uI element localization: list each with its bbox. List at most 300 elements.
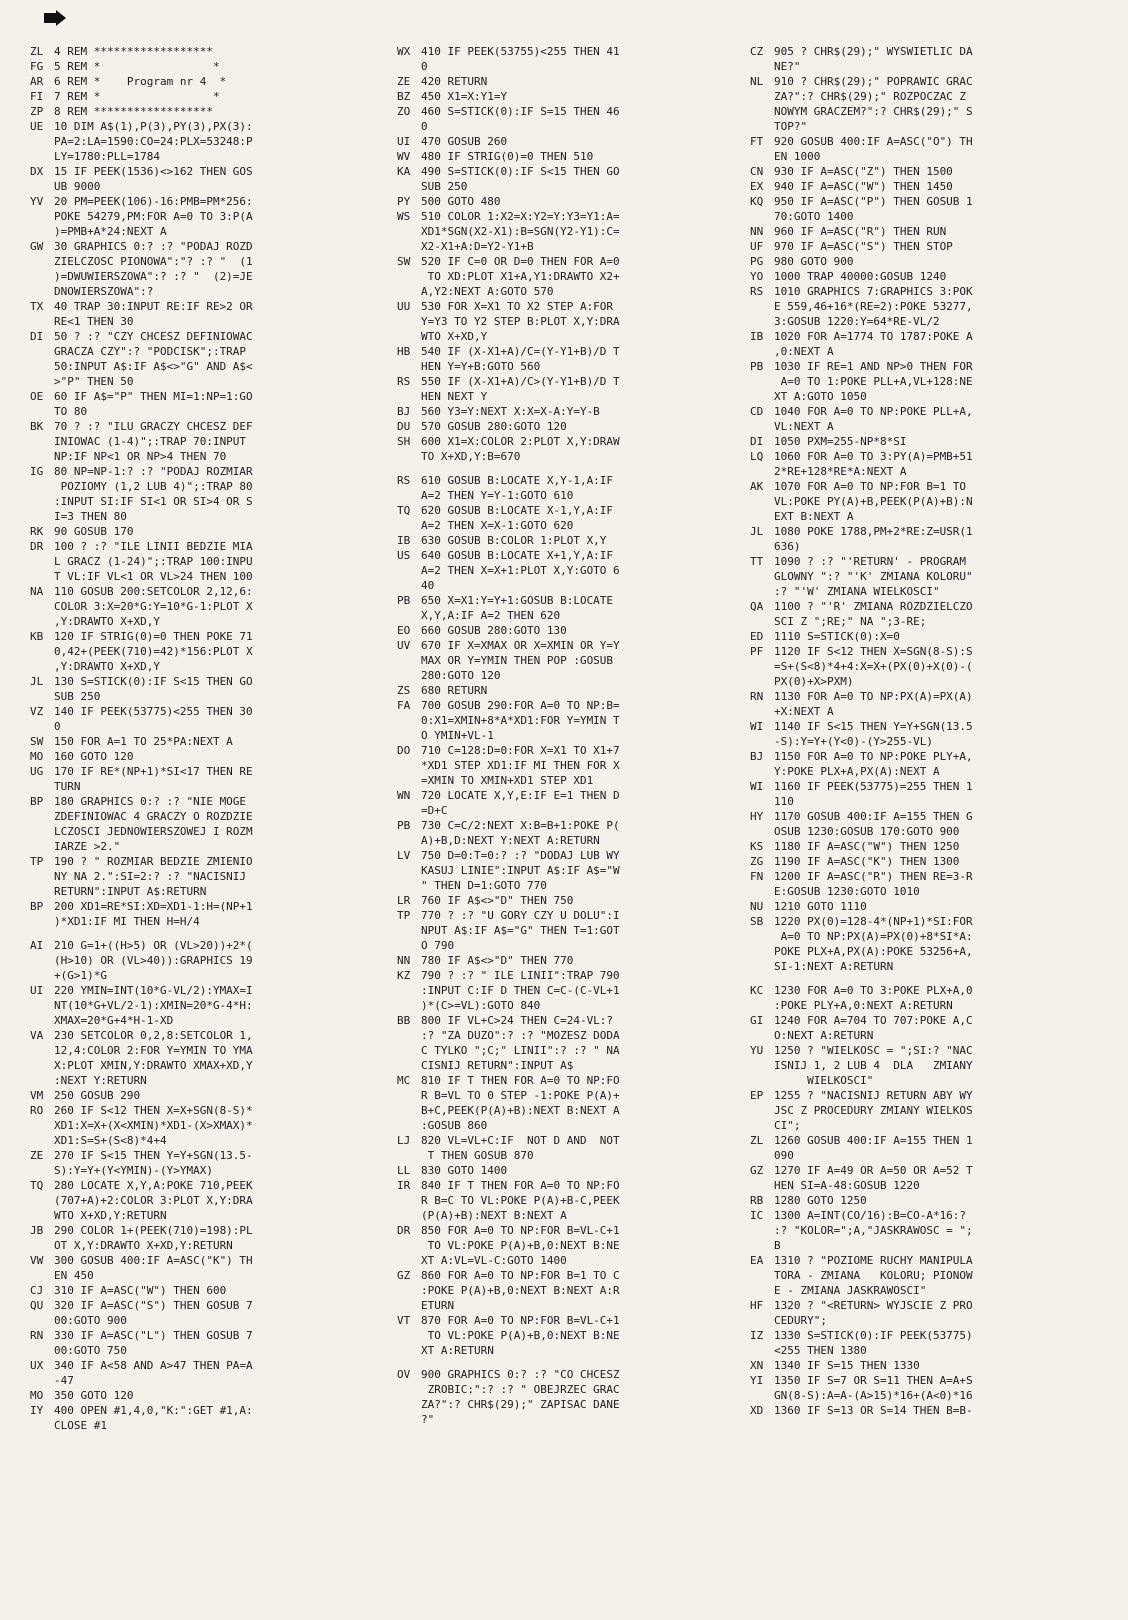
- statement-continuation: Y=Y3 TO Y2 STEP B:PLOT X,Y:DRA: [421, 315, 620, 328]
- statement-continuation: 280:GOTO 120: [421, 669, 501, 682]
- statement-continuation: 00:GOTO 750: [54, 1344, 127, 1357]
- code-line: [30, 1223, 370, 1238]
- code-line: [397, 698, 737, 713]
- statement-continuation: A,Y2:NEXT A:GOTO 570: [421, 285, 554, 298]
- code-line: [397, 1163, 737, 1178]
- basic-statement: 270 IF S<15 THEN Y=Y+SGN(13.5-: [54, 1149, 253, 1162]
- code-line: [750, 404, 1090, 419]
- basic-statement: 800 IF VL+C>24 THEN C=24-VL:?: [421, 1014, 614, 1027]
- checksum-code: VA: [30, 1029, 44, 1042]
- checksum-code: UI: [397, 135, 411, 148]
- basic-statement: 1150 FOR A=0 TO NP:POKE PLY+A,: [774, 750, 973, 763]
- statement-continuation: 110: [774, 795, 794, 808]
- code-line: [397, 968, 737, 983]
- basic-statement: 1040 FOR A=0 TO NP:POKE PLL+A,: [774, 405, 973, 418]
- checksum-code: NL: [750, 75, 764, 88]
- basic-statement: 1090 ? :? "'RETURN' - PROGRAM: [774, 555, 967, 568]
- checksum-code: KC: [750, 984, 764, 997]
- code-line: [750, 44, 1090, 59]
- code-line: [750, 629, 1090, 644]
- statement-continuation: +X:NEXT A: [774, 705, 834, 718]
- basic-statement: 1230 FOR A=0 TO 3:POKE PLX+A,0: [774, 984, 973, 997]
- code-line: [397, 164, 737, 179]
- basic-statement: 60 IF A$="P" THEN MI=1:NP=1:GO: [54, 390, 253, 403]
- code-line: [750, 869, 1090, 884]
- code-line: [30, 539, 370, 554]
- code-line: [30, 1403, 370, 1418]
- basic-statement: 930 IF A=ASC("Z") THEN 1500: [774, 165, 953, 178]
- checksum-code: WI: [750, 720, 764, 733]
- statement-continuation: 70:GOTO 1400: [774, 210, 854, 223]
- basic-statement: 560 Y3=Y:NEXT X:X=X-A:Y=Y-B: [421, 405, 600, 418]
- code-line: [750, 554, 1090, 569]
- code-line: [30, 104, 370, 119]
- code-line: [397, 149, 737, 164]
- basic-statement: 480 IF STRIG(0)=0 THEN 510: [421, 150, 594, 163]
- basic-statement: 960 IF A=ASC("R") THEN RUN: [774, 225, 947, 238]
- basic-statement: 840 IF T THEN FOR A=0 TO NP:FO: [421, 1179, 620, 1192]
- checksum-code: OV: [397, 1368, 411, 1381]
- statement-continuation: XT A:VL=VL-C:GOTO 1400: [421, 1254, 567, 1267]
- checksum-code: DX: [30, 165, 44, 178]
- code-line: [750, 179, 1090, 194]
- statement-continuation: ?": [421, 1413, 435, 1426]
- statement-continuation: " THEN D=1:GOTO 770: [421, 879, 547, 892]
- basic-statement: 110 GOSUB 200:SETCOLOR 2,12,6:: [54, 585, 253, 598]
- code-line: [30, 854, 370, 869]
- statement-continuation: =D+C: [421, 804, 448, 817]
- code-line: [397, 1133, 737, 1148]
- basic-statement: 530 FOR X=X1 TO X2 STEP A:FOR: [421, 300, 614, 313]
- code-line: [397, 299, 737, 314]
- checksum-code: LQ: [750, 450, 764, 463]
- checksum-code: EX: [750, 180, 764, 193]
- basic-statement: 1350 IF S=7 OR S=11 THEN A=A+S: [774, 1374, 973, 1387]
- code-line: [750, 524, 1090, 539]
- basic-statement: 1140 IF S<15 THEN Y=Y+SGN(13.5: [774, 720, 973, 733]
- checksum-code: LL: [397, 1164, 411, 1177]
- checksum-code: VW: [30, 1254, 44, 1267]
- basic-statement: 780 IF A$<>"D" THEN 770: [421, 954, 574, 967]
- code-line: [750, 1328, 1090, 1343]
- statement-continuation: ZA?":? CHR$(29);" ROZPOCZAC Z: [774, 90, 967, 103]
- statement-continuation: LY=1780:PLL=1784: [54, 150, 160, 163]
- code-line: [397, 194, 737, 209]
- basic-statement: 905 ? CHR$(29);" WYSWIETLIC DA: [774, 45, 973, 58]
- statement-continuation: EXT B:NEXT A: [774, 510, 854, 523]
- statement-continuation: T THEN GOSUB 870: [421, 1149, 534, 1162]
- checksum-code: FG: [30, 60, 44, 73]
- checksum-code: XD: [750, 1404, 764, 1417]
- code-line: [750, 1013, 1090, 1028]
- basic-statement: 330 IF A=ASC("L") THEN GOSUB 7: [54, 1329, 253, 1342]
- code-line: [30, 59, 370, 74]
- code-line: [397, 638, 737, 653]
- checksum-code: YO: [750, 270, 764, 283]
- checksum-code: WX: [397, 45, 411, 58]
- statement-continuation: DNOWIERSZOWA":?: [54, 285, 154, 298]
- statement-continuation: JSC Z PROCEDURY ZMIANY WIELKOS: [774, 1104, 973, 1117]
- statement-continuation: HEN SI=A-48:GOSUB 1220: [774, 1179, 920, 1192]
- checksum-code: VZ: [30, 705, 44, 718]
- statement-continuation: EN 1000: [774, 150, 821, 163]
- checksum-code: CZ: [750, 45, 764, 58]
- code-line: [30, 629, 370, 644]
- checksum-code: BZ: [397, 90, 411, 103]
- statement-continuation: X2-X1+A:D=Y2-Y1+B: [421, 240, 534, 253]
- checksum-code: OE: [30, 390, 44, 403]
- basic-statement: 460 S=STICK(0):IF S=15 THEN 46: [421, 105, 620, 118]
- code-line: [30, 194, 370, 209]
- checksum-code: GZ: [397, 1269, 411, 1282]
- code-line: [30, 89, 370, 104]
- statement-continuation: 12,4:COLOR 2:FOR Y=YMIN TO YMA: [54, 1044, 253, 1057]
- checksum-code: QA: [750, 600, 764, 613]
- statement-continuation: -S):Y=Y+(Y<0)-(Y>255-VL): [774, 735, 933, 748]
- statement-continuation: CI";: [774, 1119, 801, 1132]
- code-line: [30, 464, 370, 479]
- basic-statement: 660 GOSUB 280:GOTO 130: [421, 624, 567, 637]
- code-line: [30, 164, 370, 179]
- code-line: [397, 209, 737, 224]
- code-line: [30, 1328, 370, 1343]
- code-line: [30, 749, 370, 764]
- basic-statement: 15 IF PEEK(1536)<>162 THEN GOS: [54, 165, 253, 178]
- basic-statement: 630 GOSUB B:COLOR 1:PLOT X,Y: [421, 534, 607, 547]
- code-line: [30, 983, 370, 998]
- statement-continuation: GLOWNY ":? "'K' ZMIANA KOLORU": [774, 570, 973, 583]
- statement-continuation: :GOSUB 860: [421, 1119, 488, 1132]
- statement-continuation: TURN: [54, 780, 81, 793]
- code-line: [750, 1358, 1090, 1373]
- checksum-code: RO: [30, 1104, 44, 1117]
- statement-continuation: COLOR 3:X=20*G:Y=10*G-1:PLOT X: [54, 600, 253, 613]
- statement-continuation: INIOWAC (1-4)";:TRAP 70:INPUT: [54, 435, 247, 448]
- code-line: [750, 689, 1090, 704]
- basic-statement: 130 S=STICK(0):IF S<15 THEN GO: [54, 675, 253, 688]
- basic-statement: 1100 ? "'R' ZMIANA ROZDZIELCZO: [774, 600, 973, 613]
- basic-statement: 680 RETURN: [421, 684, 488, 697]
- checksum-code: UG: [30, 765, 44, 778]
- statement-continuation: CISNIJ RETURN":INPUT A$: [421, 1059, 574, 1072]
- basic-statement: 470 GOSUB 260: [421, 135, 508, 148]
- statement-continuation: TORA - ZMIANA KOLORU; PIONOW: [774, 1269, 973, 1282]
- checksum-code: BP: [30, 900, 44, 913]
- code-line: [750, 74, 1090, 89]
- statement-continuation: POKE 54279,PM:FOR A=0 TO 3:P(A: [54, 210, 253, 223]
- checksum-code: DO: [397, 744, 411, 757]
- basic-statement: 1255 ? "NACISNIJ RETURN ABY WY: [774, 1089, 973, 1102]
- basic-statement: 1080 POKE 1788,PM+2*RE:Z=USR(1: [774, 525, 973, 538]
- checksum-code: GZ: [750, 1164, 764, 1177]
- basic-statement: 620 GOSUB B:LOCATE X-1,Y,A:IF: [421, 504, 614, 517]
- checksum-code: EO: [397, 624, 411, 637]
- checksum-code: IB: [397, 534, 411, 547]
- checksum-code: WS: [397, 210, 411, 223]
- statement-continuation: NP:IF NP<1 OR NP>4 THEN 70: [54, 450, 227, 463]
- code-line: [750, 449, 1090, 464]
- code-line: [750, 779, 1090, 794]
- basic-statement: 1060 FOR A=0 TO 3:PY(A)=PMB+51: [774, 450, 973, 463]
- code-line: [750, 1088, 1090, 1103]
- basic-statement: 790 ? :? " ILE LINII":TRAP 790: [421, 969, 620, 982]
- checksum-code: TQ: [397, 504, 411, 517]
- basic-statement: 810 IF T THEN FOR A=0 TO NP:FO: [421, 1074, 620, 1087]
- basic-statement: 570 GOSUB 280:GOTO 120: [421, 420, 567, 433]
- code-line: [30, 764, 370, 779]
- code-line: [750, 434, 1090, 449]
- checksum-code: IG: [30, 465, 44, 478]
- checksum-code: ZE: [30, 1149, 44, 1162]
- checksum-code: TT: [750, 555, 764, 568]
- statement-continuation: :POKE P(A)+B,0:NEXT B:NEXT A:R: [421, 1284, 620, 1297]
- statement-continuation: XMAX=20*G+4*H-1-XD: [54, 1014, 174, 1027]
- checksum-code: TQ: [30, 1179, 44, 1192]
- code-line: [30, 1283, 370, 1298]
- checksum-code: BK: [30, 420, 44, 433]
- statement-continuation: ,Y:DRAWTO X+XD,Y: [54, 660, 160, 673]
- checksum-code: MC: [397, 1074, 411, 1087]
- code-line: [750, 749, 1090, 764]
- code-line: [750, 164, 1090, 179]
- code-line: [30, 1148, 370, 1163]
- checksum-code: DR: [30, 540, 44, 553]
- statement-continuation: ZIELCZOSC PIONOWA":"? :? " (1: [54, 255, 253, 268]
- basic-statement: 920 GOSUB 400:IF A=ASC("O") TH: [774, 135, 973, 148]
- statement-continuation: E - ZMIANA JASKRAWOSCI": [774, 1284, 927, 1297]
- code-line: [750, 284, 1090, 299]
- basic-statement: 210 G=1+((H>5) OR (VL>20))+2*(: [54, 939, 253, 952]
- statement-continuation: TOP?": [774, 120, 808, 133]
- basic-statement: 720 LOCATE X,Y,E:IF E=1 THEN D: [421, 789, 620, 802]
- code-line: [750, 1298, 1090, 1313]
- basic-statement: 90 GOSUB 170: [54, 525, 134, 538]
- checksum-code: ZL: [750, 1134, 764, 1147]
- statement-continuation: XT A:RETURN: [421, 1344, 494, 1357]
- basic-statement: 1180 IF A=ASC("W") THEN 1250: [774, 840, 960, 853]
- code-line: [750, 599, 1090, 614]
- checksum-code: ZO: [397, 105, 411, 118]
- code-line: [30, 794, 370, 809]
- basic-statement: 1020 FOR A=1774 TO 1787:POKE A: [774, 330, 973, 343]
- code-line: [30, 299, 370, 314]
- basic-statement: 220 YMIN=INT(10*G-VL/2):YMAX=I: [54, 984, 253, 997]
- code-line: [750, 1133, 1090, 1148]
- basic-statement: 830 GOTO 1400: [421, 1164, 508, 1177]
- statement-continuation: 0: [421, 120, 428, 133]
- statement-continuation: CEDURY";: [774, 1314, 827, 1327]
- basic-statement: 290 COLOR 1+(PEEK(710)=198):PL: [54, 1224, 253, 1237]
- basic-statement: 150 FOR A=1 TO 25*PA:NEXT A: [54, 735, 233, 748]
- statement-continuation: PX(0)+X>PXM): [774, 675, 854, 688]
- statement-continuation: TO VL:POKE P(A)+B,0:NEXT B:NE: [421, 1329, 620, 1342]
- checksum-code: VT: [397, 1314, 411, 1327]
- code-line: [30, 899, 370, 914]
- statement-continuation: 50:INPUT A$:IF A$<>"G" AND A$<: [54, 360, 253, 373]
- basic-statement: 610 GOSUB B:LOCATE X,Y-1,A:IF: [421, 474, 614, 487]
- statement-continuation: ETURN: [421, 1299, 455, 1312]
- statement-continuation: :? "'W' ZMIANA WIELKOSCI": [774, 585, 940, 598]
- code-line: [30, 674, 370, 689]
- checksum-code: ZG: [750, 855, 764, 868]
- basic-statement: 180 GRAPHICS 0:? :? "NIE MOGE: [54, 795, 247, 808]
- basic-statement: 500 GOTO 480: [421, 195, 501, 208]
- basic-statement: 1240 FOR A=704 TO 707:POKE A,C: [774, 1014, 973, 1027]
- basic-statement: 320 IF A=ASC("S") THEN GOSUB 7: [54, 1299, 253, 1312]
- checksum-code: HB: [397, 345, 411, 358]
- checksum-code: PB: [750, 360, 764, 373]
- checksum-code: RS: [397, 375, 411, 388]
- code-line: [397, 344, 737, 359]
- code-line: [30, 1178, 370, 1193]
- checksum-code: CN: [750, 165, 764, 178]
- checksum-code: ZS: [397, 684, 411, 697]
- code-line: [397, 743, 737, 758]
- code-line: [750, 1253, 1090, 1268]
- code-line: [397, 533, 737, 548]
- basic-statement: 650 X=X1:Y=Y+1:GOSUB B:LOCATE: [421, 594, 614, 607]
- code-line: [30, 1253, 370, 1268]
- basic-statement: 420 RETURN: [421, 75, 488, 88]
- checksum-code: QU: [30, 1299, 44, 1312]
- code-line: [397, 683, 737, 698]
- basic-statement: 1120 IF S<12 THEN X=SGN(8-S):S: [774, 645, 973, 658]
- basic-statement: 8 REM ******************: [54, 105, 213, 118]
- checksum-code: MO: [30, 1389, 44, 1402]
- basic-statement: 1010 GRAPHICS 7:GRAPHICS 3:POK: [774, 285, 973, 298]
- statement-continuation: :NEXT Y:RETURN: [54, 1074, 147, 1087]
- statement-continuation: )*(C>=VL):GOTO 840: [421, 999, 541, 1012]
- checksum-code: PY: [397, 195, 411, 208]
- code-line: [30, 74, 370, 89]
- statement-continuation: GRACZA CZY":? "PODCISK";:TRAP: [54, 345, 247, 358]
- checksum-code: AR: [30, 75, 44, 88]
- code-line: [397, 548, 737, 563]
- checksum-code: UV: [397, 639, 411, 652]
- basic-statement: 550 IF (X-X1+A)/C>(Y-Y1+B)/D T: [421, 375, 620, 388]
- checksum-code: LV: [397, 849, 411, 862]
- statement-continuation: NY NA 2.":SI=2:? :? "NACISNIJ: [54, 870, 247, 883]
- basic-statement: 1130 FOR A=0 TO NP:PX(A)=PX(A): [774, 690, 973, 703]
- checksum-code: RK: [30, 525, 44, 538]
- code-line: [750, 1373, 1090, 1388]
- basic-statement: 50 ? :? "CZY CHCESZ DEFINIOWAC: [54, 330, 253, 343]
- statement-continuation: IARZE >2.": [54, 840, 121, 853]
- checksum-code: EA: [750, 1254, 764, 1267]
- statement-continuation: HEN NEXT Y: [421, 390, 488, 403]
- code-line: [30, 584, 370, 599]
- checksum-code: AI: [30, 939, 44, 952]
- code-line: [750, 914, 1090, 929]
- statement-continuation: OSUB 1230:GOSUB 170:GOTO 900: [774, 825, 960, 838]
- statement-continuation: NE?": [774, 60, 801, 73]
- basic-statement: 540 IF (X-X1+A)/C=(Y-Y1+B)/D T: [421, 345, 620, 358]
- statement-continuation: =XMIN TO XMIN+XD1 STEP XD1: [421, 774, 594, 787]
- checksum-code: ZE: [397, 75, 411, 88]
- checksum-code: PB: [397, 819, 411, 832]
- code-line: [397, 623, 737, 638]
- code-line: [30, 1298, 370, 1313]
- code-line: [30, 119, 370, 134]
- code-line: [397, 848, 737, 863]
- statement-continuation: XD1*SGN(X2-X1):B=SGN(Y2-Y1):C=: [421, 225, 620, 238]
- statement-continuation: (P(A)+B):NEXT B:NEXT A: [421, 1209, 567, 1222]
- checksum-code: RB: [750, 1194, 764, 1207]
- statement-continuation: 0:X1=XMIN+8*A*XD1:FOR Y=YMIN T: [421, 714, 620, 727]
- checksum-code: UF: [750, 240, 764, 253]
- statement-continuation: 636): [774, 540, 801, 553]
- statement-continuation: O:NEXT A:RETURN: [774, 1029, 874, 1042]
- code-line: [750, 1163, 1090, 1178]
- basic-statement: 710 C=128:D=0:FOR X=X1 TO X1+7: [421, 744, 620, 757]
- checksum-code: BJ: [397, 405, 411, 418]
- basic-statement: 200 XD1=RE*SI:XD=XD1-1:H=(NP+1: [54, 900, 253, 913]
- checksum-code: DU: [397, 420, 411, 433]
- basic-statement: 230 SETCOLOR 0,2,8:SETCOLOR 1,: [54, 1029, 253, 1042]
- code-line: [397, 1073, 737, 1088]
- basic-statement: 7 REM * *: [54, 90, 220, 103]
- statement-continuation: E:GOSUB 1230:GOTO 1010: [774, 885, 920, 898]
- code-line: [30, 329, 370, 344]
- code-line: [750, 839, 1090, 854]
- arrow-right-icon: [44, 10, 66, 26]
- checksum-code: DI: [30, 330, 44, 343]
- basic-statement: 450 X1=X:Y1=Y: [421, 90, 508, 103]
- statement-continuation: VL:NEXT A: [774, 420, 834, 433]
- listing-column-1: [30, 44, 370, 1433]
- code-line: [397, 788, 737, 803]
- code-line: [750, 269, 1090, 284]
- checksum-code: WV: [397, 150, 411, 163]
- statement-continuation: OT X,Y:DRAWTO X+XD,Y:RETURN: [54, 1239, 233, 1252]
- basic-statement: 750 D=0:T=0:? :? "DODAJ LUB WY: [421, 849, 620, 862]
- statement-continuation: 0: [54, 720, 61, 733]
- checksum-code: KQ: [750, 195, 764, 208]
- checksum-code: IZ: [750, 1329, 764, 1342]
- code-line: [397, 593, 737, 608]
- checksum-code: UI: [30, 984, 44, 997]
- statement-continuation: (707+A)+2:COLOR 3:PLOT X,Y:DRA: [54, 1194, 253, 1207]
- statement-continuation: B+C,PEEK(P(A)+B):NEXT B:NEXT A: [421, 1104, 620, 1117]
- checksum-code: ED: [750, 630, 764, 643]
- code-line: [397, 1313, 737, 1328]
- basic-statement: 1310 ? "POZIOME RUCHY MANIPULA: [774, 1254, 973, 1267]
- basic-statement: 350 GOTO 120: [54, 1389, 134, 1402]
- statement-continuation: ISNIJ 1, 2 LUB 4 DLA ZMIANY: [774, 1059, 973, 1072]
- statement-continuation: TO 80: [54, 405, 88, 418]
- checksum-code: RN: [750, 690, 764, 703]
- basic-statement: 6 REM * Program nr 4 *: [54, 75, 227, 88]
- basic-statement: 250 GOSUB 290: [54, 1089, 141, 1102]
- checksum-code: NA: [30, 585, 44, 598]
- checksum-code: WI: [750, 780, 764, 793]
- basic-statement: 100 ? :? "ILE LINII BEDZIE MIA: [54, 540, 253, 553]
- code-line: [30, 1358, 370, 1373]
- statement-continuation: LCZOSCI JEDNOWIERSZOWEJ I ROZM: [54, 825, 253, 838]
- code-line: [397, 89, 737, 104]
- basic-statement: 280 LOCATE X,Y,A:POKE 710,PEEK: [54, 1179, 253, 1192]
- checksum-code: DI: [750, 435, 764, 448]
- statement-continuation: TO XD:PLOT X1+A,Y1:DRAWTO X2+: [421, 270, 620, 283]
- statement-continuation: I=3 THEN 80: [54, 510, 127, 523]
- statement-continuation: SUB 250: [54, 690, 101, 703]
- listing-column-3: [750, 44, 1090, 1418]
- listing-column-2: [397, 44, 737, 1427]
- statement-continuation: XD1:X=X+(X<XMIN)*XD1-(X>XMAX)*: [54, 1119, 253, 1132]
- basic-statement: 820 VL=VL+C:IF NOT D AND NOT: [421, 1134, 620, 1147]
- basic-statement: 410 IF PEEK(53755)<255 THEN 41: [421, 45, 620, 58]
- checksum-code: CD: [750, 405, 764, 418]
